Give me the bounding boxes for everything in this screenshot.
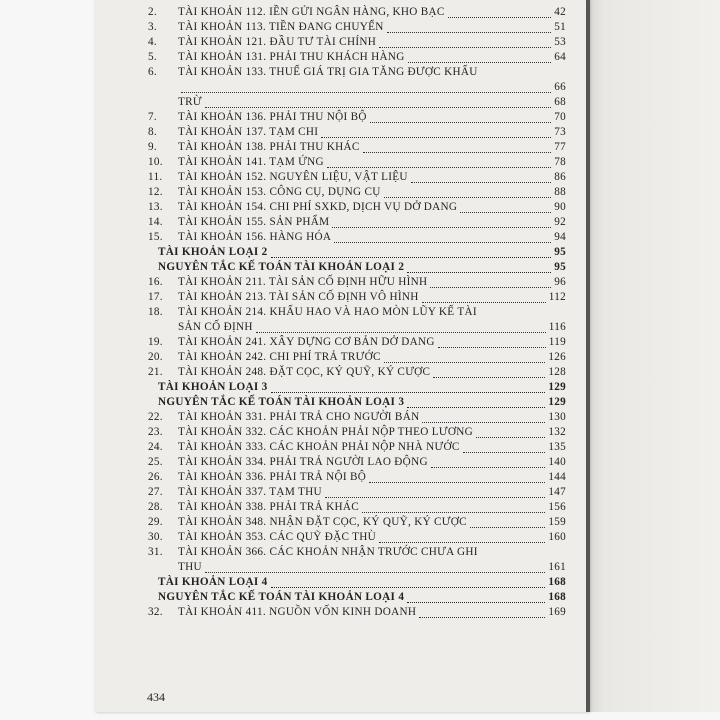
- leader-dots: [369, 482, 545, 483]
- entry-title: TÀI KHOẢN 214. KHẤU HAO VÀ HAO MÒN LŨY KẾ TÀI: [178, 306, 477, 318]
- entry-number: 9.: [148, 141, 157, 153]
- leader-dots: [476, 437, 545, 438]
- toc-entry-row: [148, 156, 566, 171]
- leader-dots: [205, 572, 545, 573]
- entry-title: TÀI KHOẢN 336. PHẢI TRẢ NỘI BỘ: [178, 471, 367, 483]
- toc-entry-row: [148, 276, 566, 291]
- entry-number: 23.: [148, 426, 163, 438]
- entry-page-number: 53: [554, 36, 566, 48]
- entry-number: 12.: [148, 186, 163, 198]
- leader-dots: [271, 257, 551, 258]
- entry-page-number: 86: [554, 171, 566, 183]
- table-of-contents: [148, 6, 566, 621]
- leader-dots: [256, 332, 546, 333]
- toc-entry-row: [148, 141, 566, 156]
- entry-page-number: 68: [554, 96, 566, 108]
- toc-section-row: [148, 246, 566, 261]
- entry-number: 18.: [148, 306, 163, 318]
- toc-entry-row: [148, 21, 566, 36]
- toc-section-row: [148, 381, 566, 396]
- entry-title: TÀI KHOẢN 112. IỀN GỬI NGÂN HÀNG, KHO BẠC: [178, 6, 445, 18]
- entry-title: TÀI KHOẢN 332. CÁC KHOẢN PHẢI NỘP THEO LƯƠNG: [178, 426, 474, 438]
- entry-page-number: 90: [554, 201, 566, 213]
- leader-dots: [332, 227, 551, 228]
- toc-section-row: [148, 591, 566, 606]
- entry-title: TÀI KHOẢN 152. NGUYÊN LIỆU, VẬT LIỆU: [178, 171, 408, 183]
- entry-title: TÀI KHOẢN 213. TÀI SẢN CỐ ĐỊNH VÔ HÌNH: [178, 291, 419, 303]
- toc-entry-row: [148, 471, 566, 486]
- entry-page-number: 169: [548, 606, 566, 618]
- entry-title: TÀI KHOẢN 121. ĐẦU TƯ TÀI CHÍNH: [178, 36, 377, 48]
- entry-title: TÀI KHOẢN 131. PHẢI THU KHÁCH HÀNG: [178, 51, 405, 63]
- entry-number: 14.: [148, 216, 163, 228]
- entry-page-number: 129: [548, 396, 566, 408]
- entry-page-number: 95: [554, 246, 566, 258]
- entry-number: 32.: [148, 606, 163, 618]
- entry-page-number: 78: [554, 156, 566, 168]
- entry-number: 30.: [148, 531, 163, 543]
- toc-entry-row: [148, 486, 566, 501]
- entry-title: TÀI KHOẢN 348. NHẬN ĐẶT CỌC, KÝ QUỸ, KÝ CƯỢC: [178, 516, 467, 528]
- leader-dots: [379, 542, 545, 543]
- leader-dots: [407, 407, 545, 408]
- entry-title: TÀI KHOẢN 155. SẢN PHẨM: [178, 216, 330, 228]
- entry-page-number: 70: [554, 111, 566, 123]
- leader-dots: [460, 212, 551, 213]
- entry-number: 5.: [148, 51, 157, 63]
- leader-dots: [433, 377, 545, 378]
- toc-entry-row: [148, 351, 566, 366]
- entry-page-number: 144: [548, 471, 566, 483]
- leader-dots: [408, 62, 551, 63]
- entry-page-number: 130: [548, 411, 566, 423]
- entry-title: TÀI KHOẢN 333. CÁC KHOẢN PHẢI NỘP NHÀ NƯỚC: [178, 441, 460, 453]
- entry-title: NGUYÊN TẮC KẾ TOÁN TÀI KHOẢN LOẠI 4: [158, 591, 405, 603]
- entry-page-number: 73: [554, 126, 566, 138]
- toc-entry-row: [148, 291, 566, 306]
- entry-number: 10.: [148, 156, 163, 168]
- entry-page-number: 64: [554, 51, 566, 63]
- toc-entry-row: [148, 456, 566, 471]
- leader-dots: [431, 467, 545, 468]
- entry-number: 13.: [148, 201, 163, 213]
- toc-entry-row: [148, 441, 566, 456]
- leader-dots: [327, 167, 551, 168]
- leader-dots: [384, 197, 551, 198]
- entry-page-number: 128: [548, 366, 566, 378]
- entry-page-number: 95: [554, 261, 566, 273]
- toc-entry-row: [148, 66, 566, 81]
- entry-title: TÀI KHOẢN LOẠI 2: [158, 246, 268, 258]
- toc-entry-row: [148, 426, 566, 441]
- book-gutter: [586, 0, 590, 712]
- toc-entry-row: [148, 126, 566, 141]
- toc-entry-row: [148, 306, 566, 321]
- leader-dots: [321, 137, 551, 138]
- entry-number: 19.: [148, 336, 163, 348]
- leader-dots: [448, 17, 551, 18]
- entry-title: TÀI KHOẢN LOẠI 4: [158, 576, 268, 588]
- leader-dots: [387, 32, 551, 33]
- entry-page-number: 42: [554, 6, 566, 18]
- entry-page-number: 160: [548, 531, 566, 543]
- entry-page-number: 116: [548, 321, 566, 333]
- toc-entry-row: [148, 51, 566, 66]
- entry-number: 3.: [148, 21, 157, 33]
- entry-number: 24.: [148, 441, 163, 453]
- leader-dots: [205, 107, 551, 108]
- entry-number: 28.: [148, 501, 163, 513]
- leader-dots: [362, 512, 545, 513]
- entry-title: THU: [178, 561, 202, 573]
- toc-entry-row: [148, 216, 566, 231]
- entry-page-number: 135: [548, 441, 566, 453]
- toc-entry-row: [148, 171, 566, 186]
- toc-entry-row: [148, 81, 566, 96]
- entry-number: 29.: [148, 516, 163, 528]
- entry-page-number: 112: [548, 291, 566, 303]
- leader-dots: [384, 362, 545, 363]
- entry-page-number: 126: [548, 351, 566, 363]
- entry-page-number: 88: [554, 186, 566, 198]
- entry-page-number: 77: [554, 141, 566, 153]
- entry-title: TÀI KHOẢN 136. PHẢI THU NỘI BỘ: [178, 111, 367, 123]
- entry-page-number: 66: [554, 81, 566, 93]
- leader-dots: [411, 182, 551, 183]
- entry-page-number: 129: [548, 381, 566, 393]
- entry-title: TÀI KHOẢN 137. TẠM CHI: [178, 126, 319, 138]
- entry-title: TÀI KHOẢN 138. PHẢI THU KHÁC: [178, 141, 360, 153]
- toc-section-row: [148, 396, 566, 411]
- leader-dots: [379, 47, 551, 48]
- entry-title: TÀI KHOẢN 154. CHI PHÍ SXKD, DỊCH VỤ DỞ DANG: [178, 201, 458, 213]
- entry-title: TÀI KHOẢN 331. PHẢI TRẢ CHO NGƯỜI BÁN: [178, 411, 420, 423]
- toc-entry-row: [148, 366, 566, 381]
- entry-title: TÀI KHOẢN 242. CHI PHÍ TRẢ TRƯỚC: [178, 351, 381, 363]
- entry-title: TÀI KHOẢN 248. ĐẶT CỌC, KÝ QUỸ, KÝ CƯỢC: [178, 366, 431, 378]
- entry-page-number: 132: [548, 426, 566, 438]
- toc-entry-row: [148, 501, 566, 516]
- toc-section-row: [148, 576, 566, 591]
- entry-title: SẢN CỐ ĐỊNH: [178, 321, 253, 333]
- entry-number: 22.: [148, 411, 163, 423]
- entry-page-number: 147: [548, 486, 566, 498]
- entry-page-number: 156: [548, 501, 566, 513]
- toc-entry-row: [148, 6, 566, 21]
- leader-dots: [325, 497, 545, 498]
- entry-number: 2.: [148, 6, 157, 18]
- entry-page-number: 140: [548, 456, 566, 468]
- entry-title: TÀI KHOẢN 366. CÁC KHOẢN NHẬN TRƯỚC CHƯA GHI: [178, 546, 478, 558]
- entry-number: 31.: [148, 546, 163, 558]
- entry-title: TRỪ: [178, 96, 202, 108]
- leader-dots: [370, 122, 551, 123]
- entry-page-number: 168: [548, 576, 566, 588]
- leader-dots: [271, 587, 545, 588]
- toc-entry-row: [148, 96, 566, 111]
- toc-entry-row: [148, 201, 566, 216]
- toc-entry-row: [148, 606, 566, 621]
- entry-number: 15.: [148, 231, 163, 243]
- leader-dots: [407, 272, 551, 273]
- entry-title: TÀI KHOẢN 337. TẠM THU: [178, 486, 322, 498]
- entry-title: TÀI KHOẢN 353. CÁC QUỸ ĐẶC THÙ: [178, 531, 377, 543]
- toc-section-row: [148, 261, 566, 276]
- entry-title: TÀI KHOẢN 241. XÂY DỰNG CƠ BẢN DỞ DANG: [178, 336, 435, 348]
- entry-title: TÀI KHOẢN 156. HÀNG HÓA: [178, 231, 332, 243]
- entry-title: NGUYÊN TẮC KẾ TOÁN TÀI KHOẢN LOẠI 2: [158, 261, 405, 273]
- toc-entry-row: [148, 36, 566, 51]
- entry-title: TÀI KHOẢN 153. CÔNG CỤ, DỤNG CỤ: [178, 186, 381, 198]
- leader-dots: [422, 302, 546, 303]
- toc-entry-row: [148, 111, 566, 126]
- entry-number: 17.: [148, 291, 163, 303]
- entry-title: NGUYÊN TẮC KẾ TOÁN TÀI KHOẢN LOẠI 3: [158, 396, 405, 408]
- leader-dots: [181, 92, 551, 93]
- entry-number: 7.: [148, 111, 157, 123]
- entry-number: 26.: [148, 471, 163, 483]
- page-number: 434: [147, 690, 165, 704]
- leader-dots: [470, 527, 545, 528]
- entry-page-number: 168: [548, 591, 566, 603]
- toc-entry-row: [148, 321, 566, 336]
- toc-entry-row: [148, 411, 566, 426]
- entry-number: 16.: [148, 276, 163, 288]
- entry-title: TÀI KHOẢN 141. TẠM ỨNG: [178, 156, 324, 168]
- entry-title: TÀI KHOẢN 338. PHẢI TRẢ KHÁC: [178, 501, 359, 513]
- entry-number: 27.: [148, 486, 163, 498]
- entry-number: 8.: [148, 126, 157, 138]
- entry-page-number: 161: [548, 561, 566, 573]
- toc-entry-row: [148, 231, 566, 246]
- toc-entry-row: [148, 531, 566, 546]
- entry-page-number: 119: [548, 336, 566, 348]
- toc-entry-row: [148, 561, 566, 576]
- leader-dots: [334, 242, 551, 243]
- entry-page-number: 94: [554, 231, 566, 243]
- entry-title: TÀI KHOẢN 411. NGUỒN VỐN KINH DOANH: [178, 606, 417, 618]
- leader-dots: [271, 392, 545, 393]
- entry-title: TÀI KHOẢN LOẠI 3: [158, 381, 268, 393]
- entry-title: TÀI KHOẢN 211. TÀI SẢN CỐ ĐỊNH HỮU HÌNH: [178, 276, 428, 288]
- facing-page: [588, 0, 720, 712]
- entry-number: 21.: [148, 366, 163, 378]
- leader-dots: [363, 152, 551, 153]
- entry-page-number: 51: [554, 21, 566, 33]
- leader-dots: [407, 602, 545, 603]
- entry-number: 11.: [148, 171, 163, 183]
- entry-number: 25.: [148, 456, 163, 468]
- entry-title: TÀI KHOẢN 334. PHẢI TRẢ NGƯỜI LAO ĐỘNG: [178, 456, 428, 468]
- leader-dots: [430, 287, 551, 288]
- toc-entry-row: [148, 516, 566, 531]
- entry-title: TÀI KHOẢN 113. TIỀN ĐANG CHUYỂN: [178, 21, 384, 33]
- leader-dots: [438, 347, 546, 348]
- entry-number: 6.: [148, 66, 157, 78]
- entry-page-number: 92: [554, 216, 566, 228]
- toc-entry-row: [148, 546, 566, 561]
- leader-dots: [419, 617, 545, 618]
- leader-dots: [422, 422, 545, 423]
- entry-page-number: 96: [554, 276, 566, 288]
- toc-entry-row: [148, 186, 566, 201]
- toc-entry-row: [148, 336, 566, 351]
- leader-dots: [463, 452, 545, 453]
- entry-number: 20.: [148, 351, 163, 363]
- entry-page-number: 159: [548, 516, 566, 528]
- entry-number: 4.: [148, 36, 157, 48]
- entry-title: TÀI KHOẢN 133. THUẾ GIÁ TRỊ GIA TĂNG ĐƯỢC KHẤU: [178, 66, 478, 78]
